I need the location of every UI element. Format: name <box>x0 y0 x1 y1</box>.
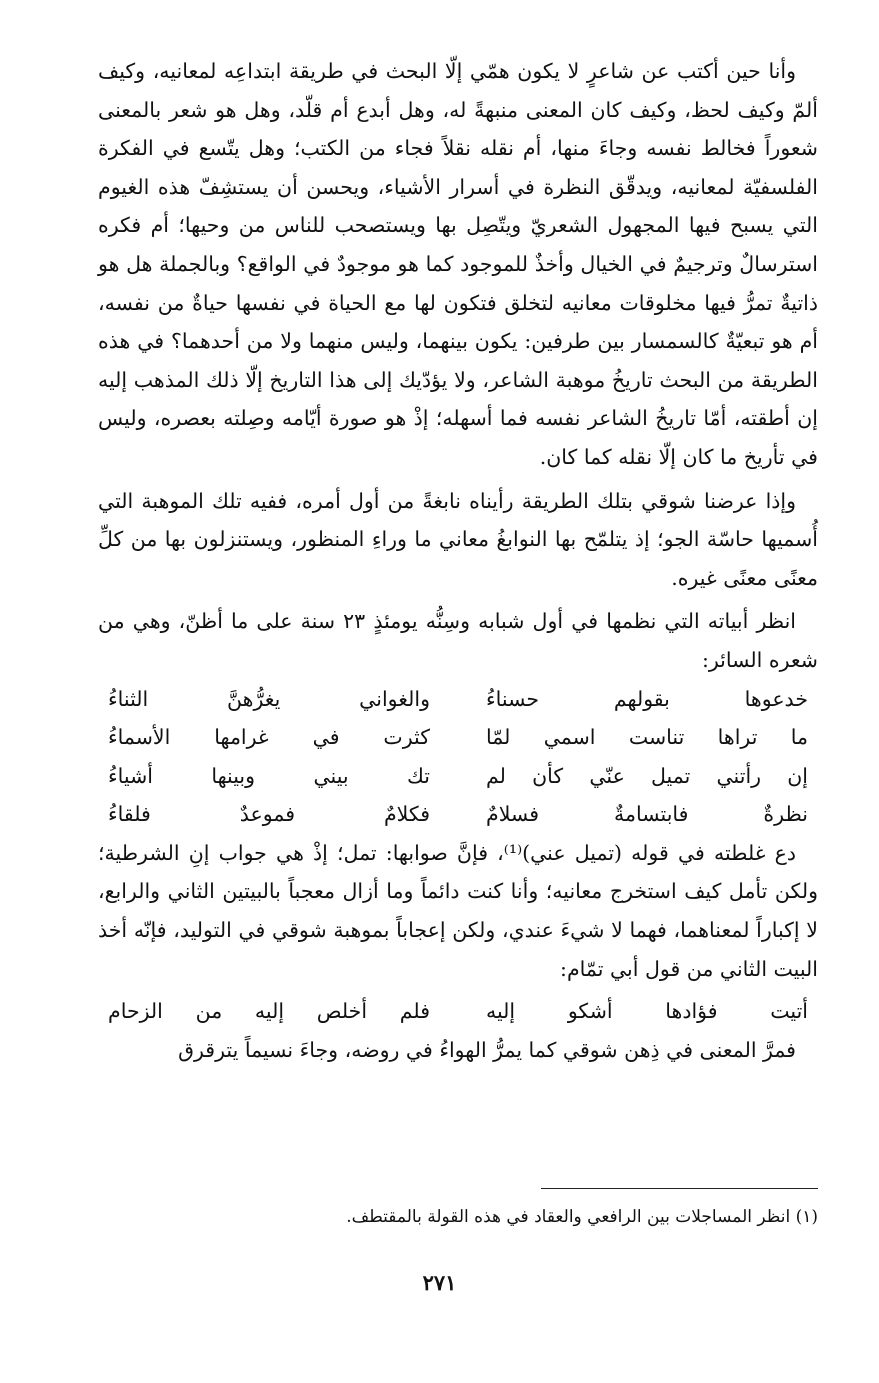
footnote: (١) انظر المساجلات بين الرافعي والعقاد في هذه القولة بالمقتطف. <box>346 1207 818 1227</box>
verse-first-hemistich: إن رأتني تميل عنّي كأن لم <box>486 763 808 788</box>
verse-first-hemistich: أتيت فؤادها أشكو إليه <box>486 999 808 1024</box>
poem-block <box>98 680 818 834</box>
paragraph-1: وأنا حين أكتب عن شاعرٍ لا يكون همّي إلّا البحث في طريقة ابتداعِه لمعانيه، وكيف ألمّ وكيف لحظ، وكيف كان المعنى منبهةً له، وهل أبدع أم قلّد، وهل هو شعر بالمعنى شعوراً فخالط نفسه وجاءَ منها، أم نقله نقلاً فجاء من الكتب؛ وهل يتّسع في الفكرة الفلسفيّة لمعانيه، ويدقّق النظرة في أسرار الأشياء، ويحسن أن يستشِفّ هذه الغيوم التي يسبح فيها المجهول الشعريّ ويتّصِل بها ويستصحب للناس من وحيها؛ أم فكره استرسالٌ وترجيمٌ في الخيال وأخذٌ للموجود كما هو موجودٌ في الواقع؟ وبالجملة هل هو ذاتيةٌ تمرُّ فيها مخلوقات معانيه لتخلق فتكون لها مع الحياة في نفسها حياةٌ من نفسه، أم هو تبعيّةٌ كالسمسار بين طرفين: يكون بينهما، وليس منهما ولا من أحدهما؟ في هذه الطريقة من البحث تاريخُ موهبة الشاعر، ولا يؤدّيك إلى هذا التاريخ إلّا ذلك المذهب إليه إن أطقته، أمّا تاريخُ الشاعر نفسه فما أسهله؛ إذْ هو صورة أيّامه وصِلته بعصره، وليس في تأريخ ما كان إلّا نقله كما كان. <box>98 59 818 469</box>
verse-line <box>98 795 818 834</box>
paragraph-3: انظر أبياته التي نظمها في أول شبابه وسِنُّه يومئذٍ ٢٣ سنة على ما أظنّ، وهي من شعره السائر: <box>98 609 818 672</box>
footnote-divider <box>541 1188 818 1189</box>
verse-second-hemistich: والغواني يغرُّهنَّ الثناءُ <box>108 686 430 711</box>
verse-first-hemistich: ما تراها تناست اسمي لمّا <box>486 725 808 750</box>
verse-second-hemistich: فكلامٌ فموعدٌ فلقاءُ <box>108 802 430 827</box>
paragraph-2: وإذا عرضنا شوقي بتلك الطريقة رأيناه نابغةً من أول أمره، ففيه تلك الموهبة التي أُسميها حاسّة الجو؛ إذ يتلمّح بها النوابغُ معاني ما وراءِ المنظور، ويستنزلون بها من كلِّ معنًى معنًى غيره. <box>98 488 818 590</box>
quoted-verse <box>98 992 818 1031</box>
paragraph-4: دع غلطته في قوله (تميل عني)⁽¹⁾، فإنَّ صوابها: تمل؛ إذْ هي جواب إنِ الشرطية؛ ولكن تأمل كيف استخرج معانيه؛ وأنا كنت دائماً وما أزال معجباً بالبيتين الثاني والرابع، لا إكباراً لمعناهما، فهما لا شيءَ عندي، ولكن إعجاباً بموهبة شوقي في التوليد، فإنّه أخذ البيت الثاني من قول أبي تمّام: <box>98 840 818 981</box>
verse-line <box>98 757 818 796</box>
verse-first-hemistich: نظرةٌ فابتسامةٌ فسلامٌ <box>486 802 808 827</box>
page-number: ٢٧١ <box>422 1270 457 1295</box>
verse-line <box>98 680 818 719</box>
verse-second-hemistich: فلم أخلص إليه من الزحام <box>108 999 430 1024</box>
paragraph-5: فمرَّ المعنى في ذِهن شوقي كما يمرُّ الهواءُ في روضه، وجاءَ نسيماً يترقرق <box>178 1037 796 1062</box>
main-text <box>98 52 818 1069</box>
verse-line <box>98 718 818 757</box>
verse-second-hemistich: كثرت في غرامها الأسماءُ <box>108 725 430 750</box>
verse-first-hemistich: خدعوها بقولهم حسناءُ <box>486 686 808 711</box>
verse-second-hemistich: تك بيني وبينها أشياءُ <box>108 763 430 788</box>
